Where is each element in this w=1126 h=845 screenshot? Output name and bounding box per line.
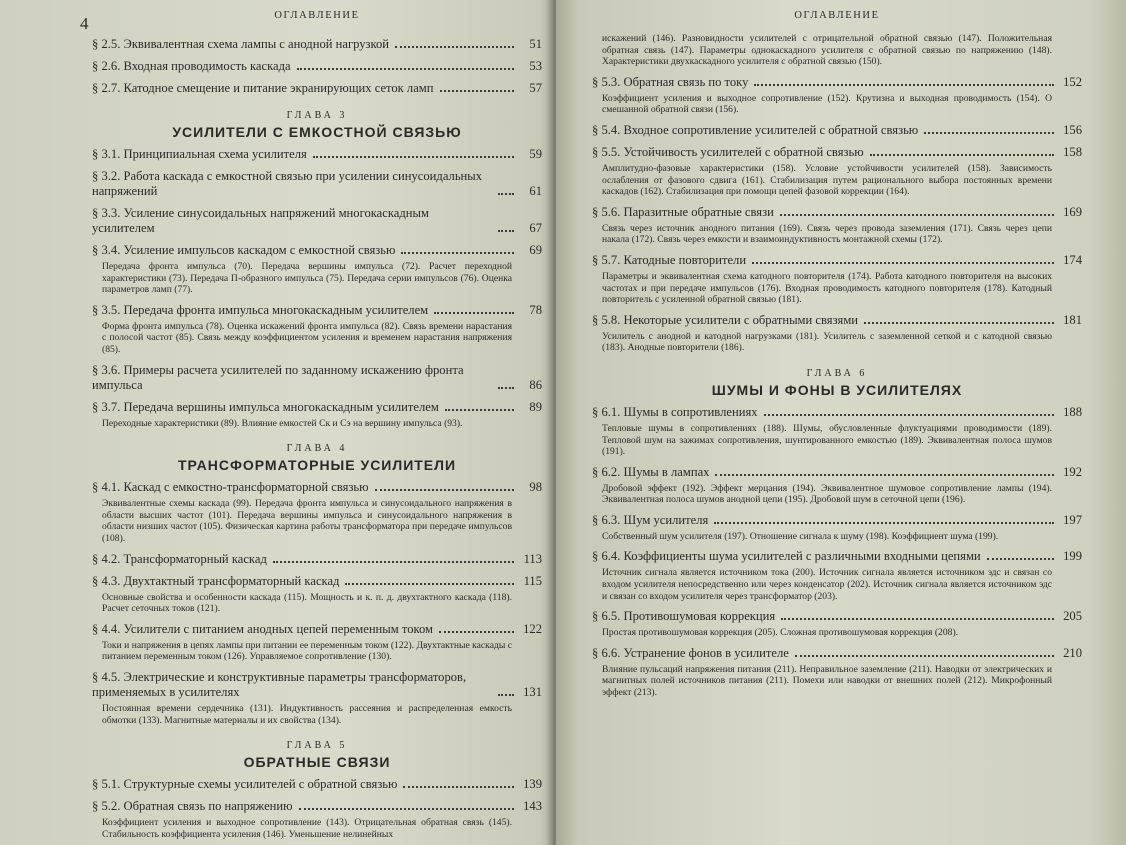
dot-leader (313, 156, 514, 158)
page-ref: 86 (529, 377, 542, 392)
running-head-title: ОГЛАВЛЕНИЕ (274, 10, 360, 21)
entry-text (92, 552, 267, 567)
section-title: Электрические и конструктивные параметры трансформаторов, применяемых в усилителях (92, 669, 467, 699)
toc-entry[interactable] (92, 777, 542, 792)
entry-text (592, 609, 775, 624)
page-ref: 197 (1063, 512, 1082, 527)
dot-leader (299, 808, 514, 810)
section-number: § 3.7. (92, 399, 121, 414)
section-title: Обратная связь по напряжению (123, 799, 293, 814)
section-number: § 5.3. (592, 74, 621, 89)
section-subtopics: Источник сигнала является источником тока (200). Источник сигнала является источником эдс и связан со входом усилителя непосредственно или через конденсатор (202). Источник сигнала является источником эдс и связан со входом усилителя через трансформатор (203). (602, 567, 1052, 602)
toc-entry[interactable] (592, 145, 1082, 160)
toc-entry[interactable] (92, 574, 542, 589)
section-title: Каскад с емкостно-трансформаторной связью (123, 480, 369, 495)
dot-leader (498, 230, 514, 232)
toc-entry[interactable] (592, 205, 1082, 220)
section-title: Противошумовая коррекция (623, 609, 776, 624)
dot-leader (439, 631, 514, 633)
section-title: Структурные схемы усилителей с обратной связью (123, 777, 398, 792)
section-number: § 6.3. (592, 512, 621, 527)
running-head (80, 10, 542, 33)
section-title: Эквивалентная схема лампы с анодной нагрузкой (123, 37, 390, 51)
page-ref: 89 (529, 399, 542, 414)
section-title: Входная проводимость каскада (123, 59, 291, 73)
entry-text (92, 303, 428, 318)
page-ref: 115 (523, 573, 542, 588)
section-number: § 3.6. (92, 362, 121, 377)
section-number: § 5.7. (592, 252, 621, 267)
toc-entry[interactable] (592, 75, 1082, 90)
page-ref: 158 (1063, 144, 1082, 159)
entry-text (92, 147, 307, 162)
section-subtopics: Коэффициент усиления и выходное сопротивление (143). Отрицательная обратная связь (145). Стабильность коэффициента усиления (146). Уменьшение нелинейных (102, 817, 512, 840)
toc-entry[interactable] (92, 59, 542, 74)
page-edge (1090, 0, 1126, 845)
toc-entry[interactable] (92, 169, 542, 199)
chapter-title: УСИЛИТЕЛИ С ЕМКОСТНОЙ СВЯЗЬЮ (172, 124, 462, 140)
dot-leader (297, 68, 514, 70)
toc-entry[interactable] (92, 206, 542, 236)
page-ref: 205 (1063, 609, 1082, 624)
page-ref: 113 (523, 551, 542, 566)
dot-leader (752, 262, 1054, 264)
toc-entry[interactable] (92, 147, 542, 162)
dot-leader (987, 558, 1054, 560)
dot-leader (395, 46, 514, 48)
section-subtopics: Влияние пульсаций напряжения питания (211). Неправильное заземление (211). Наводки от электрических и магнитных полей источников питания (211). Помехи или наводки от внешних полей (212). Микрофонный эффект (213). (602, 663, 1052, 699)
entry-text (92, 81, 434, 96)
chapter-title: ШУМЫ И ФОНЫ В УСИЛИТЕЛЯХ (711, 381, 963, 398)
section-subtopics: Токи и напряжения в цепях лампы при питании ее переменным током (122). Двухтактные каскады с питанием переменным током (126). Управляемое сопротивление (130). (102, 639, 512, 663)
section-subtopics: Амплитудно-фазовые характеристики (158). Условие устойчивости усилителей (158). Зависимость ослабления от фазового сдвига (161). Стабилизация путем рационального выбора постоянных времени каскадов (162). Стабилизация при помощи цепей фазовой коррекции (164). (602, 162, 1052, 198)
page-ref: 98 (529, 480, 542, 495)
page-ref: 174 (1063, 252, 1082, 267)
section-subtopics: Собственный шум усилителя (197). Отношение сигнала к шуму (198). Коэффициент шума (199). (602, 530, 999, 542)
dot-leader (434, 312, 514, 314)
section-title: Двухтактный трансформаторный каскад (123, 573, 340, 588)
section-title: Устойчивость усилителей с обратной связью (623, 144, 864, 159)
section-number: § 3.3. (92, 206, 121, 220)
dot-leader (764, 414, 1054, 416)
section-title: Катодные повторители (623, 252, 747, 267)
section-subtopics: Основные свойства и особенности каскада (115). Мощность и к. п. д. двухтактного каскада (118). Расчет сеточных токов (121). (102, 591, 512, 615)
section-title: Принципиальная схема усилителя (123, 147, 307, 161)
entry-text (592, 646, 789, 661)
section-title: Передача вершины импульса многокаскадным усилителем (123, 399, 439, 414)
entry-text (92, 206, 492, 236)
running-head (592, 10, 1082, 30)
section-number: § 4.1. (92, 480, 121, 495)
page-ref: 181 (1063, 312, 1082, 327)
section-number: § 4.4. (92, 621, 121, 636)
toc-entry[interactable] (592, 313, 1082, 328)
entry-text (92, 574, 339, 589)
page-ref: 53 (529, 59, 542, 73)
page-ref: 122 (523, 621, 542, 636)
section-title: Шум усилителя (623, 512, 709, 527)
section-subtopics: Тепловые шумы в сопротивлениях (188). Шумы, обусловленные флуктуациями проводимости (189). Тепловой шум на зажимах сопротивления, шунтированного емкостью (189). Эквивалентная полоса шумов (191). (602, 422, 1052, 458)
entry-text (92, 480, 369, 495)
dot-leader (754, 84, 1054, 86)
dot-leader (403, 786, 514, 788)
section-subtopics: Форма фронта импульса (78). Оценка искажений фронта импульса (82). Связь времени нарастания с полосой частот (85). Связь между коэффициентом усиления и временем нарастания напряжения (85). (102, 320, 512, 355)
page-ref: 67 (529, 221, 542, 235)
dot-leader (498, 694, 514, 696)
section-number: § 5.1. (92, 777, 121, 792)
section-number: § 2.5. (92, 37, 121, 51)
dot-leader (498, 193, 514, 195)
page-ref: 61 (529, 184, 542, 198)
toc-list (592, 33, 1082, 699)
page-ref: 59 (529, 147, 542, 161)
section-title: Шумы в лампах (623, 464, 710, 479)
entry-text (592, 513, 708, 528)
entry-text (92, 169, 492, 199)
section-number: § 3.1. (92, 147, 121, 161)
toc-entry[interactable] (92, 552, 542, 567)
chapter-label: ГЛАВА 5 (286, 740, 348, 752)
section-number: § 5.6. (592, 204, 621, 219)
page-ref: 156 (1063, 122, 1082, 137)
section-title: Передача фронта импульса многокаскадным усилителем (123, 302, 429, 317)
section-subtopics: Простая противошумовая коррекция (205). Сложная противошумовая коррекция (208). (602, 627, 959, 639)
toc-entry[interactable] (592, 465, 1082, 480)
section-subtopics: Усилитель с анодной и катодной нагрузками (181). Усилитель с заземленной сеткой и с катодной связью (183). Анодные повторители (186). (602, 330, 1052, 354)
page-ref: 199 (1063, 549, 1082, 564)
toc-entry[interactable] (592, 253, 1082, 268)
entry-text (92, 799, 293, 814)
entry-text (92, 400, 439, 415)
toc-entry[interactable] (92, 303, 542, 318)
left-page (0, 0, 556, 845)
entry-text (592, 253, 746, 268)
section-number: § 3.2. (92, 169, 121, 183)
entry-text (92, 622, 433, 637)
section-subtopics: Связь через источник анодного питания (169). Связь через провода заземления (171). Связь через цепи накала (172). Связь через емкости и взаимоиндуктивность монтажной схемы (172). (602, 222, 1052, 246)
section-number: § 5.5. (592, 144, 621, 159)
section-title: Усилители с питанием анодных цепей переменным током (123, 621, 434, 636)
entry-text (92, 777, 397, 792)
section-title: Шумы в сопротивлениях (623, 404, 758, 419)
entry-text (592, 145, 864, 160)
entry-text (592, 465, 709, 480)
page-ref: 69 (529, 243, 542, 257)
dot-leader (714, 522, 1054, 524)
entry-text (92, 37, 389, 52)
section-number: § 6.4. (592, 549, 621, 564)
section-title: Устранение фонов в усилителе (623, 645, 789, 660)
section-number: § 6.6. (592, 645, 621, 660)
section-subtopics: Постоянная времени сердечника (131). Индуктивность рассеяния и распределенная емкость обмотки (133). Магнитные материалы и их свойства (134). (102, 702, 512, 726)
dot-leader (445, 409, 514, 411)
dot-leader (780, 214, 1054, 216)
section-number: § 5.2. (92, 799, 121, 814)
entry-text (592, 549, 981, 564)
section-number: § 2.7. (92, 81, 121, 95)
toc-entry[interactable] (92, 37, 542, 52)
dot-leader (870, 154, 1054, 156)
page-number: 4 (80, 14, 89, 33)
toc-entry[interactable] (92, 81, 542, 96)
section-subtopics: Коэффициент усиления и выходное сопротивление (152). Крутизна и выходная проводимость (154). О смешанной обратной связи (156). (602, 92, 1052, 116)
entry-text (592, 405, 758, 420)
dot-leader (795, 655, 1054, 657)
toc-entry[interactable] (592, 646, 1082, 661)
page-ref: 78 (529, 302, 542, 317)
section-title: Усиление синусоидальных напряжений многокаскадным усилителем (92, 206, 429, 235)
section-subtopics: Параметры и эквивалентная схема катодного повторителя (174). Работа катодного повторителя на высоких частотах и при передаче импульсов (176). Входная проводимость катодного повторителя (178). Катодный повторитель с усиленной обратной связью (181). (602, 270, 1052, 306)
chapter-label: ГЛАВА 4 (286, 443, 348, 455)
dot-leader (498, 387, 514, 389)
page-ref: 57 (529, 81, 542, 95)
right-page (556, 0, 1126, 845)
section-subtopics: Передача фронта импульса (70). Передача вершины импульса (72). Расчет переходной характеристики (73). Передача П-образного импульса (75). Передача серии импульсов (76). Оценка параметров ламп (77). (102, 261, 512, 296)
section-title: Некоторые усилители с обратными связями (623, 312, 859, 327)
toc-entry[interactable] (92, 670, 542, 700)
section-title: Паразитные обратные связи (623, 204, 774, 219)
page-ref: 210 (1063, 645, 1082, 660)
toc-entry[interactable] (592, 609, 1082, 624)
chapter-title: ОБРАТНЫЕ СВЯЗИ (243, 754, 391, 771)
section-title: Коэффициенты шума усилителей с различными входными цепями (623, 549, 981, 564)
section-title: Катодное смещение и питание экранирующих сеток ламп (123, 81, 434, 95)
section-subtopics: Эквивалентные схемы каскада (99). Передача фронта импульса и синусоидального напряжения в области высших частот (101). Передача вершины импульса и синусоидального напряжения в области низших частот (105). Физическая картина работы трансформатора при передаче импульсов (108). (102, 498, 512, 544)
page-ref: 51 (529, 37, 542, 51)
entry-text (92, 59, 291, 74)
running-head-title: ОГЛАВЛЕНИЕ (794, 10, 880, 21)
dot-leader (440, 90, 514, 92)
section-title: Обратная связь по току (623, 74, 749, 89)
section-title: Трансформаторный каскад (123, 551, 267, 566)
section-number: § 4.3. (92, 573, 121, 588)
section-title: Примеры расчета усилителей по заданному искажению фронта импульса (92, 362, 464, 392)
dot-leader (273, 561, 514, 563)
section-number: § 5.4. (592, 122, 621, 137)
toc-list (92, 37, 542, 840)
section-title: Усиление импульсов каскадом с емкостной связью (123, 243, 396, 257)
toc-entry[interactable] (592, 405, 1082, 420)
entry-text (92, 363, 492, 393)
toc-entry[interactable] (92, 400, 542, 415)
page-ref: 169 (1063, 204, 1082, 219)
page-ref: 139 (523, 777, 542, 792)
toc-entry[interactable] (92, 243, 542, 258)
dot-leader (345, 583, 514, 585)
section-subtopics: Дробовой эффект (192). Эффект мерцания (194). Эквивалентное шумовое сопротивление лампы (194). Эквивалентная полоса шумов анодной цепи (195). Дробовой шум в сеточной цепи (196). (602, 482, 1052, 506)
dot-leader (781, 618, 1054, 620)
toc-entry[interactable] (92, 799, 542, 814)
dot-leader (715, 474, 1054, 476)
page-ref: 192 (1063, 464, 1082, 479)
section-title: Входное сопротивление усилителей с обратной связью (623, 122, 919, 137)
entry-text (592, 205, 774, 220)
chapter-title: ТРАНСФОРМАТОРНЫЕ УСИЛИТЕЛИ (177, 457, 457, 474)
chapter-label: ГЛАВА 3 (286, 110, 348, 121)
page-ref: 131 (523, 684, 542, 699)
entry-text (92, 670, 492, 700)
page-ref: 143 (523, 799, 542, 814)
toc-entry[interactable] (92, 363, 542, 393)
section-title: Работа каскада с емкостной связью при усилении синусоидальных напряжений (92, 169, 483, 198)
toc-entry[interactable] (92, 480, 542, 495)
section-number: § 3.4. (92, 243, 121, 257)
dot-leader (401, 252, 514, 254)
dot-leader (375, 489, 514, 491)
page-ref: 188 (1063, 404, 1082, 419)
section-number: § 5.8. (592, 312, 621, 327)
section-number: § 2.6. (92, 59, 121, 73)
dot-leader (864, 322, 1054, 324)
toc-entry[interactable] (592, 513, 1082, 528)
section-subtopics: искажений (146). Разновидности усилителей с отрицательной обратной связью (147). Положительная обратная связь (147). Параметры однокаскадного усилителя с обратной связью по напряжению (148). Характеристики двухкаскадного усилителя с обратной связью (150). (602, 33, 1052, 68)
dot-leader (924, 132, 1054, 134)
entry-text (592, 75, 748, 90)
section-number: § 3.5. (92, 302, 121, 317)
section-subtopics: Переходные характеристики (89). Влияние емкостей Cк и Cэ на вершину импульса (93). (102, 417, 463, 429)
entry-text (92, 243, 395, 258)
page-ref: 152 (1063, 74, 1082, 89)
section-number: § 6.5. (592, 609, 621, 624)
chapter-label: ГЛАВА 6 (806, 367, 868, 379)
section-number: § 4.5. (92, 669, 121, 684)
toc-entry[interactable] (92, 622, 542, 637)
section-number: § 6.2. (592, 464, 621, 479)
toc-entry[interactable] (592, 123, 1082, 138)
toc-entry[interactable] (592, 549, 1082, 564)
section-number: § 6.1. (592, 404, 621, 419)
entry-text (592, 313, 858, 328)
section-number: § 4.2. (92, 551, 121, 566)
entry-text (592, 123, 918, 138)
